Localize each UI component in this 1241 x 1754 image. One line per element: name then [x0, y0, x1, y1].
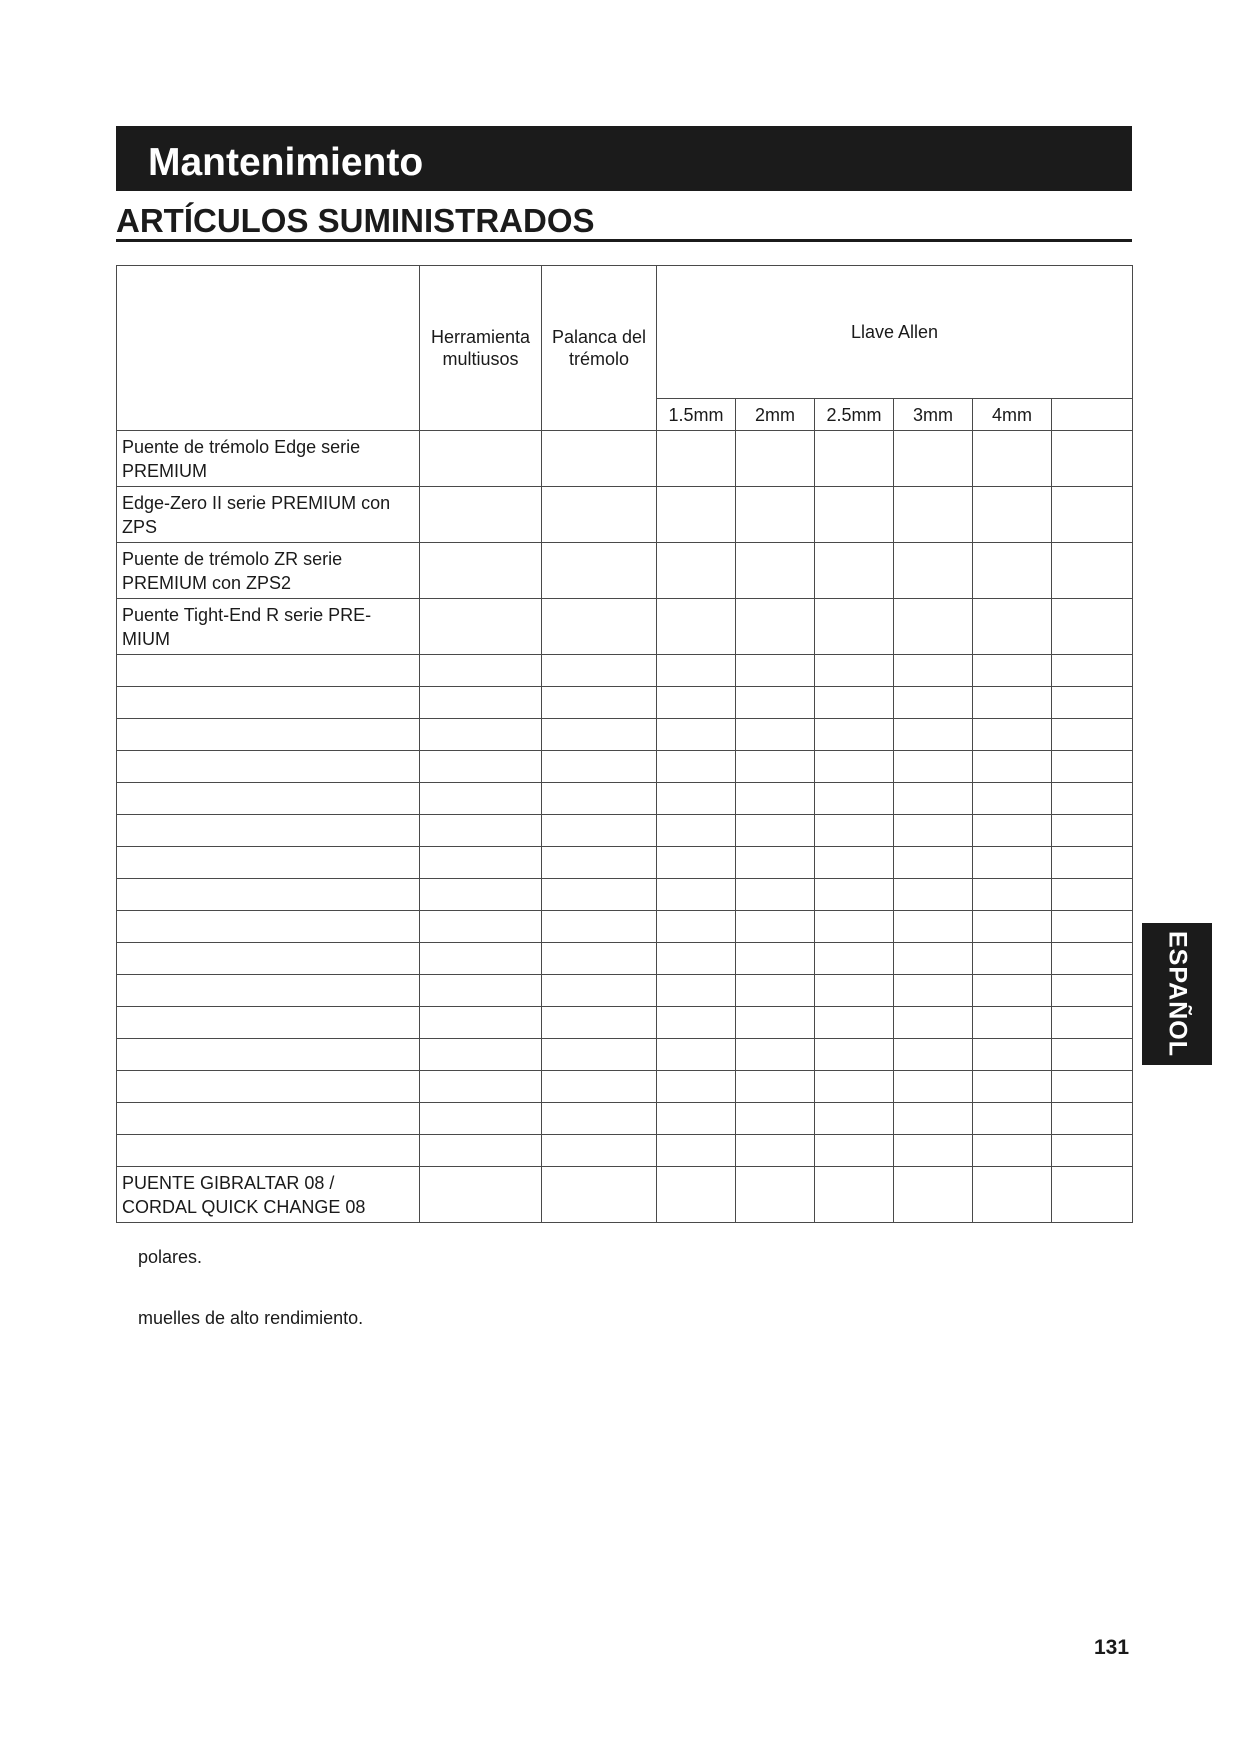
table-cell	[657, 719, 736, 751]
table-cell	[420, 1135, 542, 1167]
table-cell	[1052, 543, 1133, 599]
table-cell	[657, 911, 736, 943]
note-text: muelles de alto rendimiento.	[138, 1308, 364, 1328]
table-cell	[894, 431, 973, 487]
table-cell	[973, 1103, 1052, 1135]
table-cell	[657, 783, 736, 815]
table-cell	[657, 431, 736, 487]
table-cell	[894, 783, 973, 815]
table-cell	[420, 719, 542, 751]
table-cell	[894, 943, 973, 975]
table-cell	[894, 719, 973, 751]
table-cell	[1052, 975, 1133, 1007]
table-cell	[815, 1039, 894, 1071]
table-cell	[894, 751, 973, 783]
table-cell	[736, 719, 815, 751]
table-cell	[1052, 1103, 1133, 1135]
table-cell	[815, 911, 894, 943]
header-multitool: Herramienta multiusos	[420, 266, 542, 431]
table-cell	[894, 687, 973, 719]
table-cell	[657, 599, 736, 655]
table-cell	[815, 1167, 894, 1223]
supplied-items-table	[116, 265, 1133, 1223]
table-cell	[542, 879, 657, 911]
table-cell	[815, 815, 894, 847]
table-cell	[894, 599, 973, 655]
table-row	[117, 1135, 1133, 1167]
allen-size: 3mm	[894, 399, 973, 431]
table-row	[117, 751, 1133, 783]
table-cell	[973, 943, 1052, 975]
row-label	[117, 751, 420, 783]
table-row	[117, 719, 1133, 751]
section-heading: ARTÍCULOS SUMINISTRADOS	[116, 202, 595, 239]
page-title: Mantenimiento	[148, 141, 424, 184]
table-cell	[1052, 431, 1133, 487]
table-row	[117, 687, 1133, 719]
table-cell	[736, 751, 815, 783]
allen-size: 2.5mm	[815, 399, 894, 431]
table-cell	[1052, 847, 1133, 879]
table-cell	[1052, 783, 1133, 815]
table-cell	[542, 815, 657, 847]
note-text: polares.	[138, 1247, 203, 1267]
row-label	[117, 847, 420, 879]
table-cell	[973, 599, 1052, 655]
table-cell	[973, 911, 1052, 943]
table-cell	[815, 719, 894, 751]
table-body	[117, 431, 1133, 1223]
row-label	[117, 687, 420, 719]
table-cell	[815, 431, 894, 487]
table-cell	[542, 783, 657, 815]
table-cell	[542, 1167, 657, 1223]
table-row	[117, 879, 1133, 911]
table-cell	[736, 687, 815, 719]
table-cell	[657, 1039, 736, 1071]
header-bar	[116, 126, 1132, 191]
table-row	[117, 1103, 1133, 1135]
header-allen-wrench: Llave Allen	[657, 266, 1133, 399]
table-cell	[657, 1167, 736, 1223]
table-row	[117, 1007, 1133, 1039]
table-cell	[973, 847, 1052, 879]
table-cell	[894, 815, 973, 847]
table-cell	[736, 847, 815, 879]
table-cell	[542, 599, 657, 655]
table-cell	[657, 751, 736, 783]
table-cell	[420, 1039, 542, 1071]
table-cell	[973, 1007, 1052, 1039]
table-cell	[815, 655, 894, 687]
table-cell	[736, 431, 815, 487]
row-label: PUENTE GIBRALTAR 08 / CORDAL QUICK CHANGE 08	[117, 1167, 420, 1223]
table-cell	[815, 975, 894, 1007]
table-cell	[657, 655, 736, 687]
table-row	[117, 655, 1133, 687]
table-row	[117, 599, 1133, 655]
table-row	[117, 1039, 1133, 1071]
table-cell	[894, 1135, 973, 1167]
table-cell	[894, 543, 973, 599]
table-cell	[815, 879, 894, 911]
table-cell	[736, 599, 815, 655]
table-cell	[815, 783, 894, 815]
table-cell	[973, 751, 1052, 783]
language-tab	[1142, 923, 1212, 1065]
allen-size	[1052, 399, 1133, 431]
table-cell	[973, 1135, 1052, 1167]
table-cell	[815, 687, 894, 719]
table-cell	[736, 911, 815, 943]
table-cell	[973, 655, 1052, 687]
table-cell	[894, 1071, 973, 1103]
table-cell	[420, 1167, 542, 1223]
table-cell	[736, 879, 815, 911]
table-cell	[542, 719, 657, 751]
table-cell	[542, 1135, 657, 1167]
table-row	[117, 1071, 1133, 1103]
row-label	[117, 1039, 420, 1071]
table-cell	[973, 1167, 1052, 1223]
table-cell	[1052, 719, 1133, 751]
table-cell	[657, 1071, 736, 1103]
table-cell	[736, 1007, 815, 1039]
allen-size: 1.5mm	[657, 399, 736, 431]
table-cell	[815, 1071, 894, 1103]
table-cell	[815, 543, 894, 599]
table-cell	[736, 943, 815, 975]
table-cell	[894, 1167, 973, 1223]
table-cell	[973, 1071, 1052, 1103]
table-cell	[420, 911, 542, 943]
table-cell	[542, 847, 657, 879]
table-cell	[542, 487, 657, 543]
table-cell	[815, 1135, 894, 1167]
table-cell	[894, 655, 973, 687]
table-cell	[1052, 815, 1133, 847]
table-cell	[973, 975, 1052, 1007]
table-cell	[657, 1135, 736, 1167]
table-cell	[420, 1103, 542, 1135]
table-cell	[1052, 655, 1133, 687]
table-cell	[420, 751, 542, 783]
table-cell	[420, 1007, 542, 1039]
table-cell	[542, 431, 657, 487]
table-row	[117, 783, 1133, 815]
table-cell	[1052, 1167, 1133, 1223]
row-label	[117, 1135, 420, 1167]
table-cell	[657, 847, 736, 879]
row-label: Puente de trémolo ZR serie PREMIUM con ZPS2	[117, 543, 420, 599]
table-cell	[420, 543, 542, 599]
table-cell	[1052, 1007, 1133, 1039]
table-cell	[657, 975, 736, 1007]
table-cell	[894, 975, 973, 1007]
table-cell	[1052, 687, 1133, 719]
row-label	[117, 1007, 420, 1039]
page-number: 131	[1094, 1636, 1130, 1659]
table-cell	[542, 751, 657, 783]
table-cell	[894, 487, 973, 543]
table-cell	[542, 1039, 657, 1071]
table-cell	[815, 487, 894, 543]
table-cell	[1052, 599, 1133, 655]
table-row	[117, 975, 1133, 1007]
row-label	[117, 943, 420, 975]
table-cell	[815, 1103, 894, 1135]
table-cell	[542, 943, 657, 975]
table-cell	[736, 1167, 815, 1223]
table-row	[117, 543, 1133, 599]
table-cell	[657, 487, 736, 543]
table-cell	[657, 1103, 736, 1135]
table-cell	[657, 1007, 736, 1039]
table-cell	[542, 975, 657, 1007]
table-cell	[973, 1039, 1052, 1071]
language-tab-label: ESPAÑOL	[1163, 931, 1192, 1057]
table-cell	[736, 1135, 815, 1167]
row-label	[117, 879, 420, 911]
table-cell	[815, 751, 894, 783]
table-cell	[894, 1007, 973, 1039]
table-row	[117, 487, 1133, 543]
table-cell	[894, 1103, 973, 1135]
table-row	[117, 943, 1133, 975]
table-cell	[657, 687, 736, 719]
table-cell	[894, 847, 973, 879]
table-cell	[1052, 751, 1133, 783]
table-cell	[657, 543, 736, 599]
row-label: Puente de trémolo Edge serie PREMIUM	[117, 431, 420, 487]
table-cell	[736, 1103, 815, 1135]
table-row	[117, 847, 1133, 879]
allen-size: 4mm	[973, 399, 1052, 431]
table-cell	[736, 543, 815, 599]
row-label	[117, 1071, 420, 1103]
table-cell	[973, 815, 1052, 847]
row-label	[117, 911, 420, 943]
table-cell	[894, 911, 973, 943]
row-label	[117, 783, 420, 815]
row-label	[117, 655, 420, 687]
table-cell	[815, 847, 894, 879]
table-cell	[973, 719, 1052, 751]
row-label: Puente Tight-End R serie PRE-MIUM	[117, 599, 420, 655]
table-cell	[894, 879, 973, 911]
table-cell	[420, 879, 542, 911]
row-label	[117, 719, 420, 751]
corner-cell	[117, 266, 420, 431]
table-cell	[542, 1007, 657, 1039]
table-cell	[420, 815, 542, 847]
row-label	[117, 1103, 420, 1135]
table-cell	[1052, 1039, 1133, 1071]
table-cell	[736, 815, 815, 847]
table-row	[117, 431, 1133, 487]
table-cell	[973, 783, 1052, 815]
table-cell	[542, 655, 657, 687]
table-cell	[1052, 1135, 1133, 1167]
table-cell	[815, 1007, 894, 1039]
table-cell	[815, 599, 894, 655]
table-cell	[973, 431, 1052, 487]
table-cell	[815, 943, 894, 975]
table-cell	[1052, 911, 1133, 943]
table-cell	[420, 943, 542, 975]
table-cell	[542, 687, 657, 719]
table-cell	[1052, 879, 1133, 911]
table-cell	[542, 911, 657, 943]
row-label	[117, 975, 420, 1007]
table-cell	[736, 487, 815, 543]
table-cell	[420, 847, 542, 879]
table-cell	[1052, 943, 1133, 975]
table-cell	[736, 1039, 815, 1071]
table-cell	[657, 879, 736, 911]
table-cell	[736, 783, 815, 815]
allen-size: 2mm	[736, 399, 815, 431]
table-cell	[420, 1071, 542, 1103]
table-row	[117, 815, 1133, 847]
table-cell	[736, 655, 815, 687]
table-cell	[973, 543, 1052, 599]
table-cell	[420, 431, 542, 487]
row-label: Edge-Zero II serie PREMIUM con ZPS	[117, 487, 420, 543]
table-cell	[420, 487, 542, 543]
table-cell	[420, 783, 542, 815]
table-cell	[973, 487, 1052, 543]
table-cell	[973, 687, 1052, 719]
header-tremolo-arm: Palanca del trémolo	[542, 266, 657, 431]
table-cell	[736, 1071, 815, 1103]
table-cell	[657, 943, 736, 975]
table-cell	[973, 879, 1052, 911]
table-row	[117, 1167, 1133, 1223]
table-cell	[420, 975, 542, 1007]
table-cell	[894, 1039, 973, 1071]
section-rule	[116, 239, 1132, 242]
table-cell	[1052, 1071, 1133, 1103]
table-cell	[736, 975, 815, 1007]
row-label	[117, 815, 420, 847]
table-cell	[420, 655, 542, 687]
table-cell	[420, 687, 542, 719]
table-cell	[542, 543, 657, 599]
table-cell	[1052, 487, 1133, 543]
table-cell	[542, 1103, 657, 1135]
table-cell	[657, 815, 736, 847]
table-row	[117, 911, 1133, 943]
table-cell	[420, 599, 542, 655]
table-cell	[542, 1071, 657, 1103]
